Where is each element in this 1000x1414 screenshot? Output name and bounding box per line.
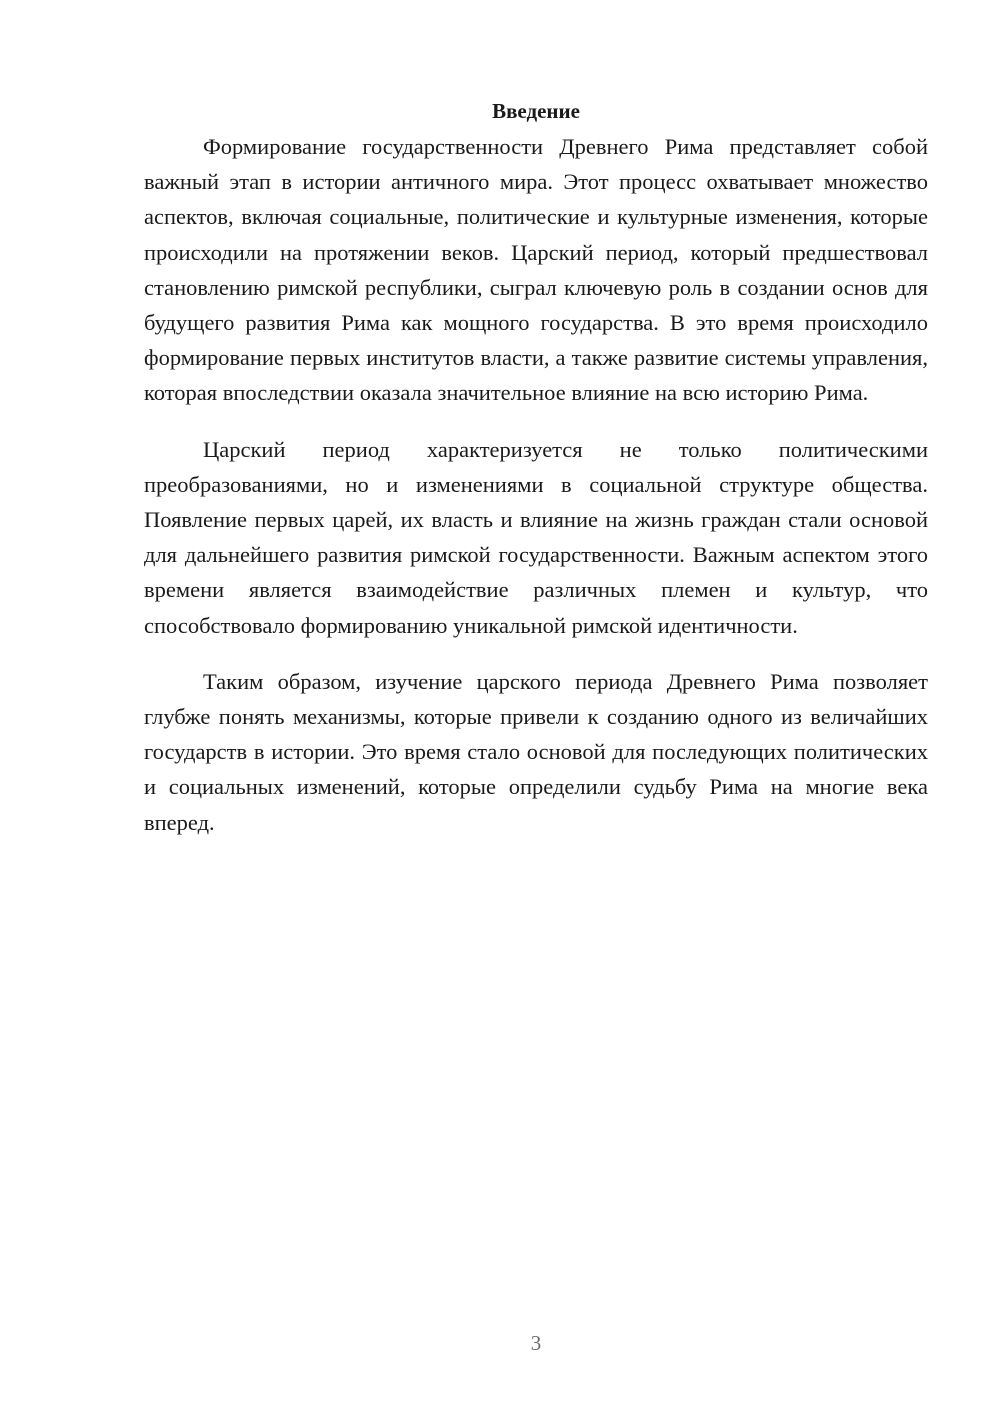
- paragraph-1: Формирование государственности Древнего Рима представляет собой важный этап в истории античного мира. Этот процесс охватывает множество аспектов, включая социальные, политические и культурные изменения, которые происходили на протяжении веков. Царский период, который предшествовал становлению римской республики, сыграл ключевую роль в создании основ для будущего развития Рима как мощного государства. В это время происходило формирование первых институтов власти, а также развитие системы управления, которая впоследствии оказала значительное влияние на всю историю Рима.: [144, 134, 928, 406]
- paragraph-2: Царский период характеризуется не только политическими преобразованиями, но и изменениями в социальной структуре общества. Появление первых царей, их власть и влияние на жизнь граждан стали основой для дальнейшего развития римской государственности. Важным аспектом этого времени является взаимодействие различных племен и культур, что способствовало формированию уникальной римской идентичности.: [144, 436, 928, 638]
- document-body: [144, 94, 928, 840]
- paragraph-3: Таким образом, изучение царского периода Древнего Рима позволяет глубже понять механизмы, которые привели к созданию одного из величайших государств в истории. Это время стало основой для последующих политических и социальных изменений, которые определили судьбу Рима на многие века вперед.: [144, 668, 928, 835]
- section-heading: Введение: [492, 99, 580, 123]
- page-number: 3: [530, 1331, 542, 1355]
